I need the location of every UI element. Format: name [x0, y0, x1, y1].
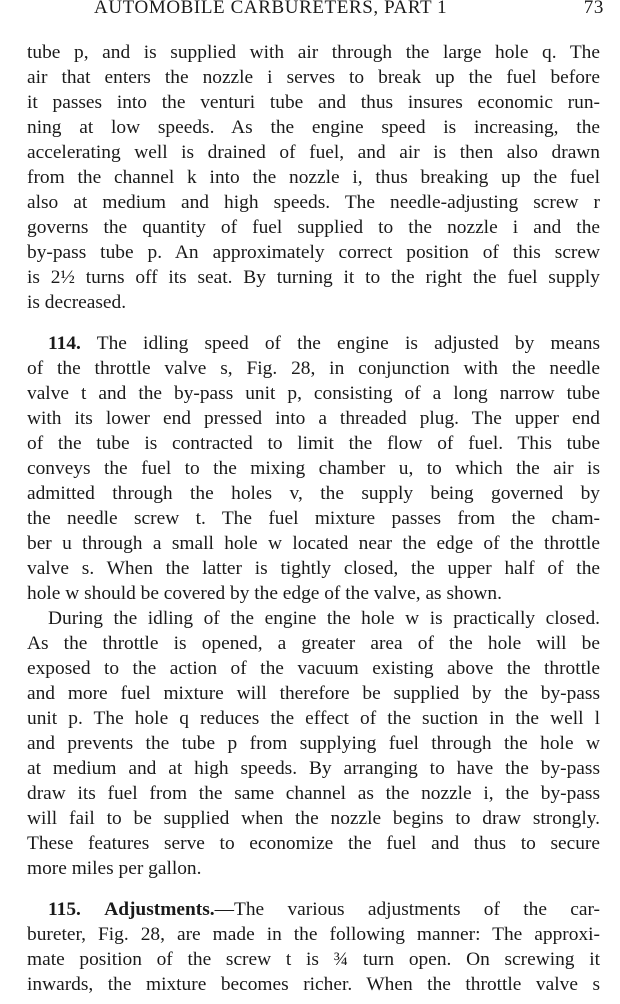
text-line: air that enters the nozzle i serves to break up the fuel before [27, 67, 600, 88]
text-line: governs the quantity of fuel supplied to the nozzle i and the [27, 217, 600, 238]
text-line: with its lower end pressed into a threaded plug. The upper end [27, 408, 600, 429]
text-line: These features serve to economize the fuel and thus to secure [27, 833, 600, 854]
running-head-title: AUTOMOBILE CARBURETERS, PART 1 [94, 0, 448, 18]
text-line: exposed to the action of the vacuum existing above the throttle [27, 658, 600, 679]
text-line: bureter, Fig. 28, are made in the following manner: The approxi- [27, 924, 600, 945]
text-line: valve s. When the latter is tightly closed, the upper half of the [27, 558, 600, 579]
text-line: ber u through a small hole w located near the edge of the throttle [27, 533, 600, 554]
text-line: of the tube is contracted to limit the flow of fuel. This tube [27, 433, 600, 454]
text-line: hole w should be covered by the edge of the valve, as shown. [27, 583, 502, 604]
text-line: tube p, and is supplied with air through the large hole q. The [27, 42, 600, 63]
text-line-content: The idling speed of the engine is adjusted by means [96, 333, 600, 354]
text-line: by-pass tube p. An approximately correct position of this screw [27, 242, 600, 263]
text-line: of the throttle valve s, Fig. 28, in conjunction with the needle [27, 358, 600, 379]
text-line: and more fuel mixture will therefore be supplied by the by-pass [27, 683, 600, 704]
text-line: conveys the fuel to the mixing chamber u, to which the air is [27, 458, 600, 479]
text-line: During the idling of the engine the hole w is practically closed. [48, 608, 600, 629]
paragraph-gap [27, 315, 600, 331]
page-number: 73 [583, 0, 604, 18]
text-line: it passes into the venturi tube and thus insures economic run- [27, 92, 600, 113]
text-line: is decreased. [27, 292, 127, 313]
text-line: and prevents the tube p from supplying fuel through the hole w [27, 733, 600, 754]
paragraph-115 [27, 897, 600, 997]
paragraph-number: 114. [48, 333, 81, 354]
text-line: inwards, the mixture becomes richer. When the throttle valve s [27, 974, 600, 995]
text-line: will fail to be supplied when the nozzle begins to draw strongly. [27, 808, 600, 829]
running-head [28, 0, 604, 20]
text-line [27, 331, 600, 356]
text-line: mate position of the screw t is ¾ turn open. On screwing it [27, 949, 600, 970]
text-line: ning at low speeds. As the engine speed is increasing, the [27, 117, 600, 138]
paragraph-number: 115. [48, 899, 81, 920]
text-line: draw its fuel from the same channel as the nozzle i, the by-pass [27, 783, 600, 804]
text-line: unit p. The hole q reduces the effect of the suction in the well l [27, 708, 600, 729]
paragraph-gap [27, 881, 600, 897]
paragraph-114 [27, 331, 600, 606]
text-line-content: —The various adjustments of the car- [214, 899, 600, 920]
body-text [27, 40, 600, 997]
text-line: also at medium and high speeds. The needle-adjusting screw r [27, 192, 600, 213]
paragraph-idling [27, 606, 600, 881]
paragraph-continuation [27, 40, 600, 315]
text-line: more miles per gallon. [27, 858, 202, 879]
text-line: from the channel k into the nozzle i, thus breaking up the fuel [27, 167, 600, 188]
text-line: As the throttle is opened, a greater area of the hole will be [27, 633, 600, 654]
text-line [27, 897, 600, 922]
text-line: the needle screw t. The fuel mixture passes from the cham- [27, 508, 600, 529]
text-line: is 2½ turns off its seat. By turning it to the right the fuel supply [27, 267, 600, 288]
text-line: valve t and the by-pass unit p, consisting of a long narrow tube [27, 383, 600, 404]
text-line: accelerating well is drained of fuel, and air is then also drawn [27, 142, 600, 163]
text-line: admitted through the holes v, the supply being governed by [27, 483, 600, 504]
text-line: at medium and at high speeds. By arranging to have the by-pass [27, 758, 600, 779]
section-heading: Adjustments. [104, 899, 215, 920]
